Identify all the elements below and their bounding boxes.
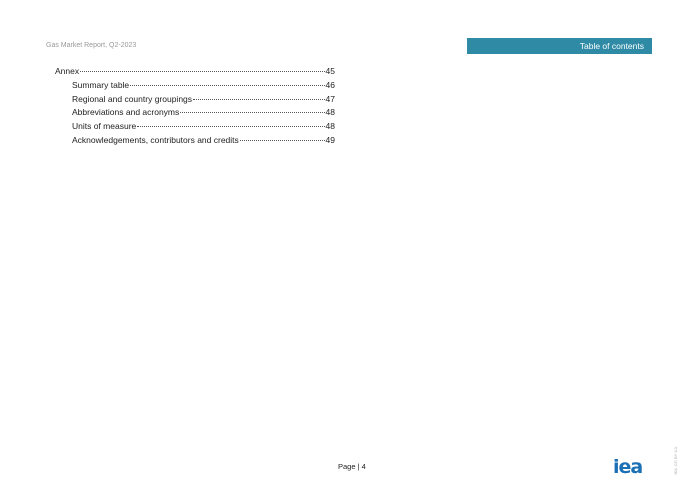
iea-logo	[613, 457, 653, 475]
toc-item-units[interactable]	[72, 121, 335, 133]
toc-item-annex[interactable]	[55, 66, 335, 78]
toc-item-page: 46	[325, 80, 335, 90]
toc-leader	[80, 70, 324, 72]
toc-item-page: 48	[325, 121, 335, 131]
section-title: Table of contents	[579, 41, 644, 51]
toc-item-label: Regional and country groupings	[72, 94, 193, 104]
toc-item-page: 47	[325, 94, 335, 104]
page-number: Page | 4	[338, 462, 366, 471]
toc-item-summary-table[interactable]	[72, 80, 335, 92]
toc-leader	[193, 98, 325, 100]
report-title: Gas Market Report, Q2-2023	[46, 42, 137, 49]
toc-item-regional-groupings[interactable]	[72, 94, 335, 106]
toc-leader	[240, 139, 325, 141]
toc-item-page: 48	[325, 107, 335, 117]
toc-leader	[130, 84, 324, 86]
toc-item-page: 49	[325, 135, 335, 145]
toc-item-label: Acknowledgements, contributors and credits	[72, 135, 239, 145]
toc-item-label: Annex	[55, 66, 80, 76]
toc-item-abbreviations[interactable]	[72, 107, 335, 119]
iea-logo-text: iea	[613, 457, 643, 475]
toc-item-label: Abbreviations and acronyms	[72, 107, 180, 117]
toc-item-label: Units of measure	[72, 121, 137, 131]
toc-item-label: Summary table	[72, 80, 130, 90]
toc-leader	[180, 111, 324, 113]
toc-item-page: 45	[325, 66, 335, 76]
toc-leader	[137, 125, 324, 127]
section-header-band	[467, 38, 652, 54]
side-code: IEA. CC BY 4.0.	[673, 446, 678, 475]
toc-item-acknowledgements[interactable]	[72, 135, 335, 147]
